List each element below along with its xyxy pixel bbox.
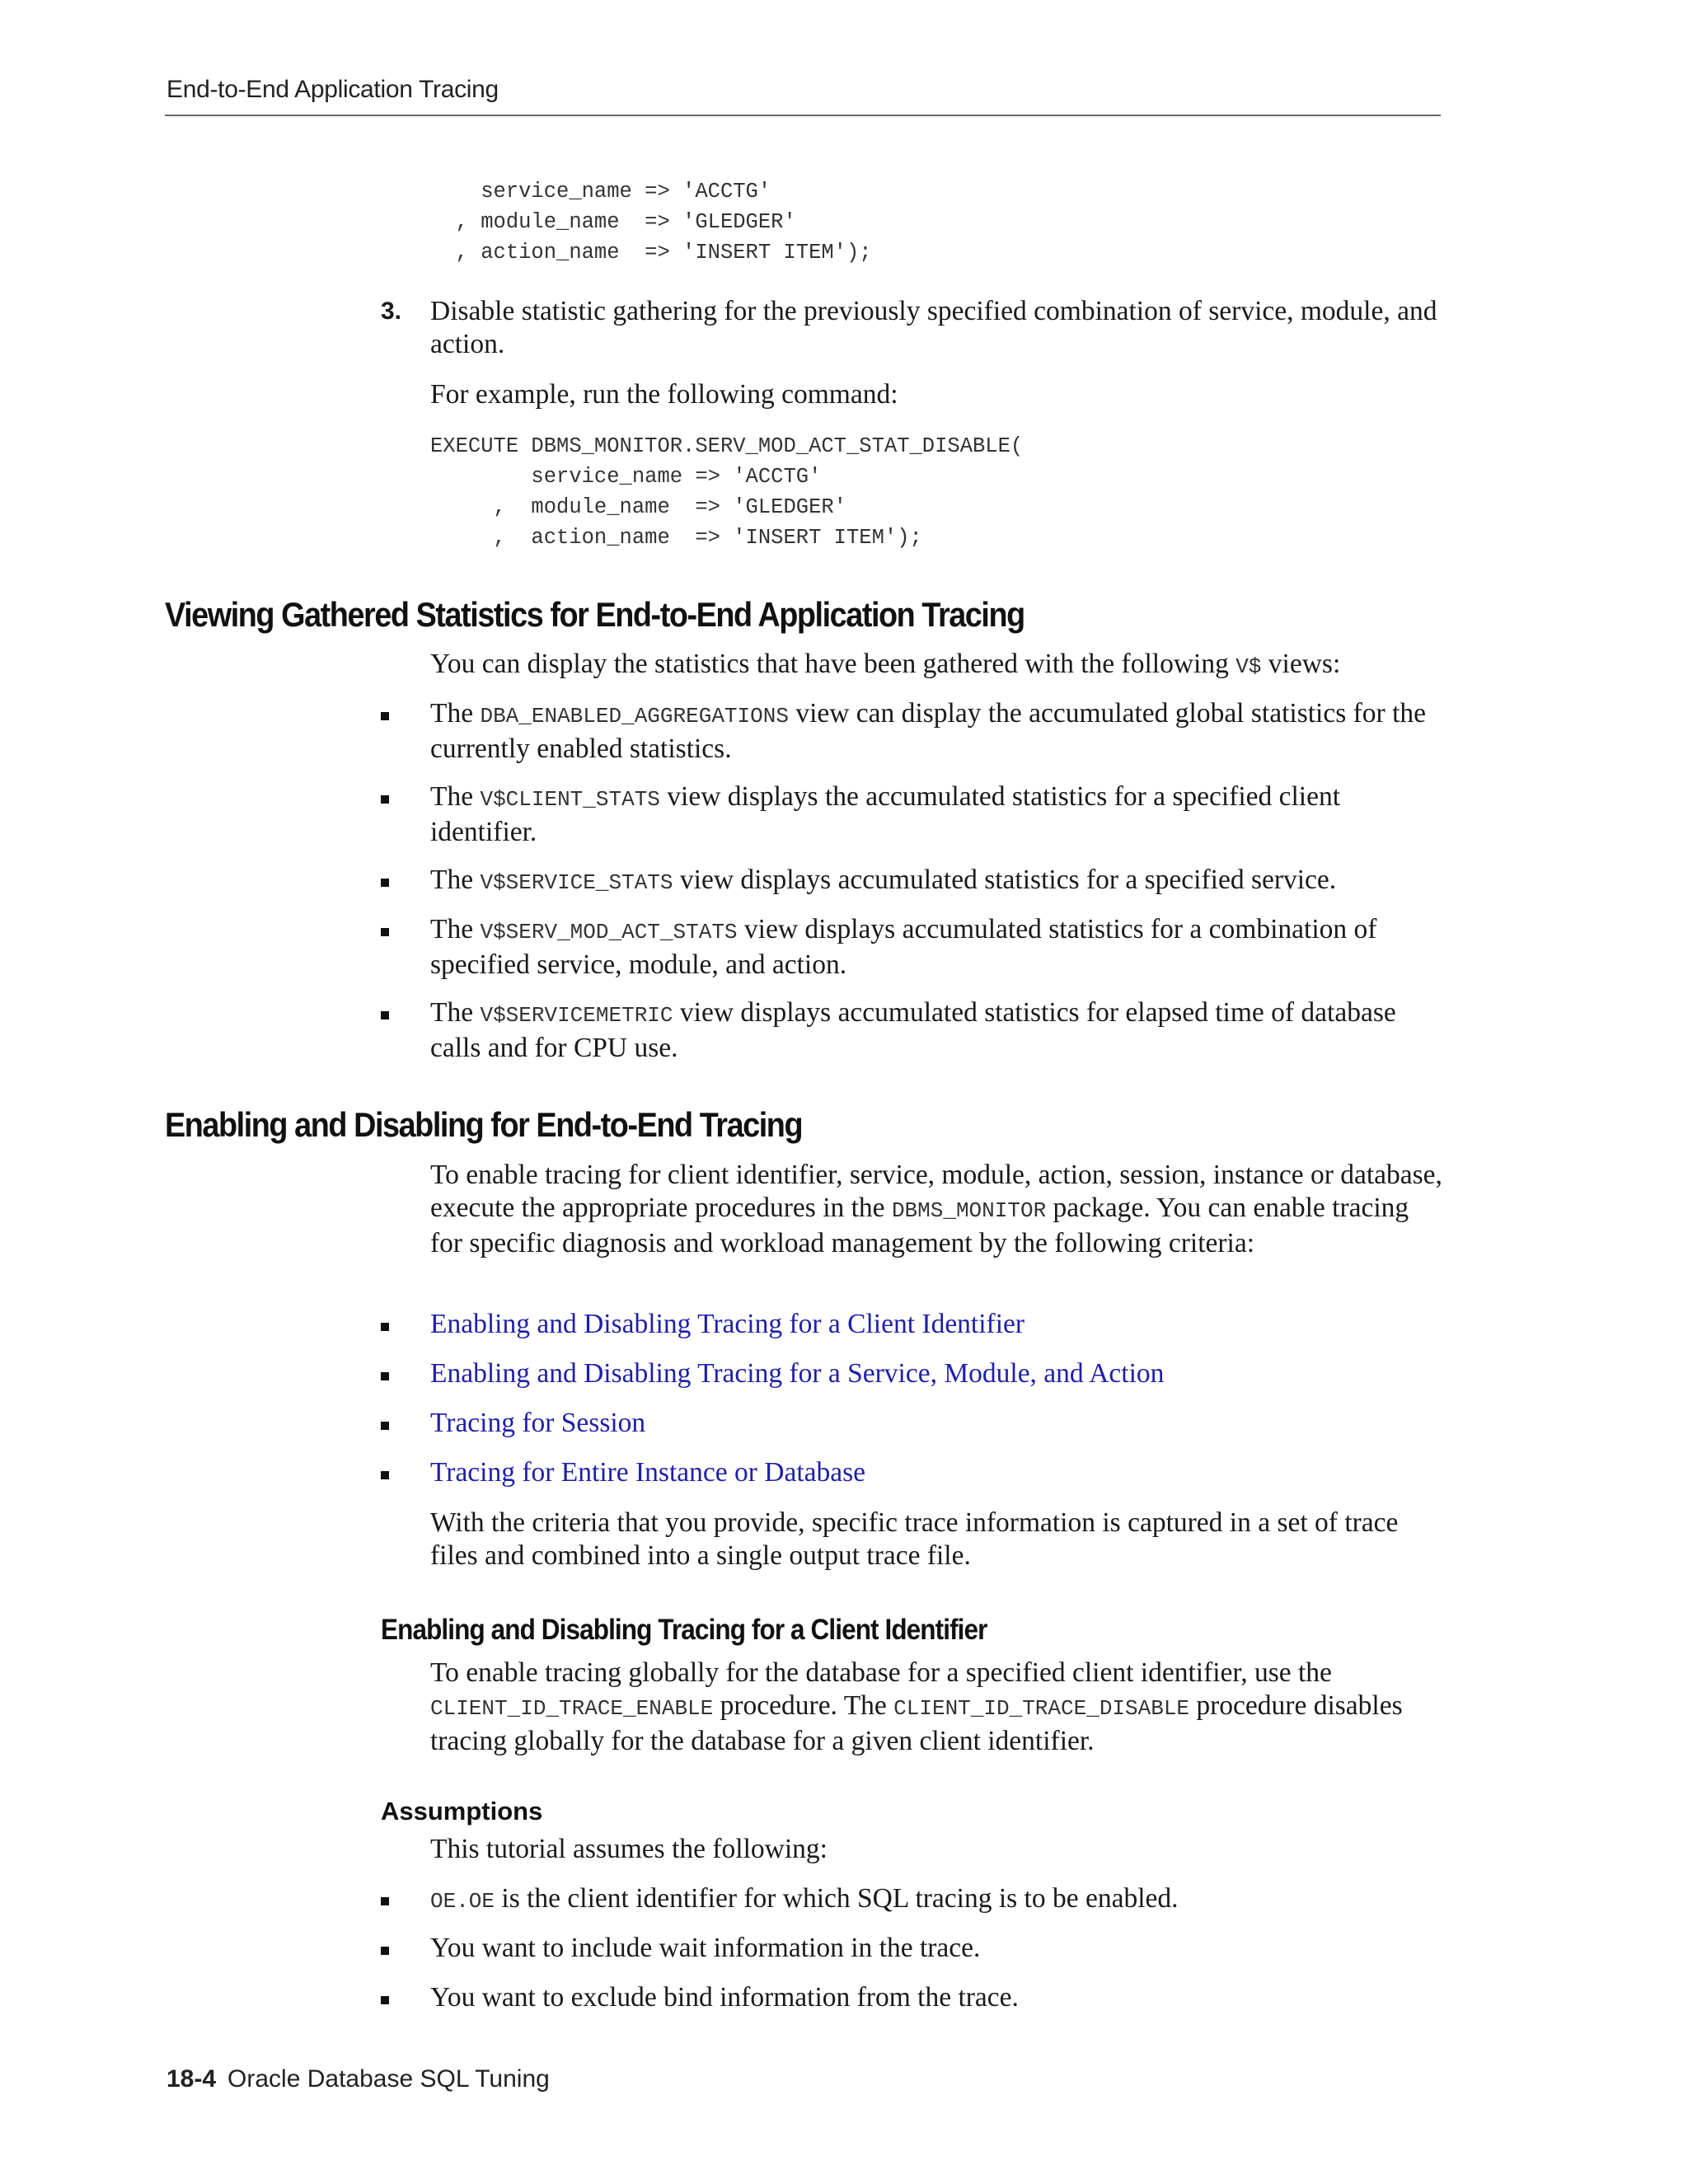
bullet-icon [381, 928, 389, 936]
bullet-icon [381, 879, 389, 887]
link-client-identifier[interactable]: Enabling and Disabling Tracing for a Client Identifier [430, 1309, 1025, 1339]
running-header: End-to-End Application Tracing [166, 76, 499, 103]
code-block-disable [430, 431, 1023, 553]
code-line: service_name => 'ACCTG' [430, 465, 822, 489]
list-item [430, 1308, 1444, 1341]
viewing-intro: You can display the statistics that have been gathered with the following V$ views: [430, 649, 1341, 679]
code-line: service_name => 'ACCTG' [430, 180, 771, 204]
list-item: You want to exclude bind information from the trace. [430, 1982, 1019, 2013]
list-item [430, 1407, 1444, 1440]
enabling-closing: With the criteria that you provide, specific trace information is captured in a set of trace files and combined into a single output trace file. [430, 1507, 1399, 1571]
code-block-top [430, 176, 872, 268]
assumptions-intro: This tutorial assumes the following: [430, 1834, 828, 1864]
step-text: Disable statistic gathering for the previously specified combination of service, module, and action. [430, 296, 1437, 359]
bullet-icon [381, 1011, 389, 1019]
bullet-icon [381, 1471, 389, 1479]
bullet-icon [381, 1372, 389, 1380]
list-item [430, 1456, 1444, 1489]
list-item: The V$SERVICEMETRIC view displays accumulated statistics for elapsed time of database calls and for CPU use. [430, 997, 1396, 1063]
page-footer [166, 2065, 550, 2093]
step-number: 3. [381, 298, 402, 325]
enabling-intro: To enable tracing for client identifier, service, module, action, session, instance or database, execute the appropriate procedures in the DBMS_MONITOR package. You can enable tracing for specific diagnosis and workload management by the following criteria: [430, 1160, 1442, 1258]
bullet-icon [381, 1323, 389, 1331]
list-item: OE.OE is the client identifier for which SQL tracing is to be enabled. [430, 1883, 1179, 1914]
link-tracing-session[interactable]: Tracing for Session [430, 1408, 646, 1438]
list-item: You want to include wait information in the trace. [430, 1933, 981, 1963]
page-number: 18-4 [166, 2065, 217, 2093]
section-heading-enabling: Enabling and Disabling for End-to-End Tracing [165, 1105, 803, 1144]
bullet-icon [381, 1947, 389, 1955]
list-item: The V$SERV_MOD_ACT_STATS view displays accumulated statistics for a combination of specified service, module, and action. [430, 914, 1377, 980]
assumptions-heading: Assumptions [381, 1797, 543, 1825]
bullet-icon [381, 1897, 389, 1905]
header-rule [165, 115, 1441, 116]
bullet-icon [381, 795, 389, 804]
bullet-icon [381, 1996, 389, 2004]
client-paragraph: To enable tracing globally for the database for a specified client identifier, use the CLIENT_ID_TRACE_ENABLE procedure. The CLIENT_ID_TRACE_DISABLE procedure disables tracing globally for the database for a given client identifier. [430, 1657, 1403, 1756]
list-item: The V$SERVICE_STATS view displays accumulated statistics for a specified service. [430, 865, 1337, 895]
list-item: The V$CLIENT_STATS view displays the accumulated statistics for a specified client identifier. [430, 781, 1341, 847]
code-line: , module_name => 'GLEDGER' [430, 210, 796, 234]
code-line: , action_name => 'INSERT ITEM'); [430, 241, 872, 265]
section-heading-viewing: Viewing Gathered Statistics for End-to-End Application Tracing [165, 595, 1025, 634]
code-line: , module_name => 'GLEDGER' [430, 495, 846, 519]
code-line: , action_name => 'INSERT ITEM'); [430, 526, 922, 550]
bullet-icon [381, 712, 389, 720]
book-title: Oracle Database SQL Tuning [227, 2065, 550, 2093]
bullet-icon [381, 1422, 389, 1430]
list-item [430, 1357, 1444, 1390]
code-line: EXECUTE DBMS_MONITOR.SERV_MOD_ACT_STAT_DISABLE( [430, 434, 1024, 458]
link-instance-database[interactable]: Tracing for Entire Instance or Database [430, 1457, 866, 1488]
step-example-text: For example, run the following command: [430, 379, 898, 410]
subsection-heading-client: Enabling and Disabling Tracing for a Client Identifier [381, 1614, 987, 1646]
list-item: The DBA_ENABLED_AGGREGATIONS view can display the accumulated global statistics for the currently enabled statistics. [430, 698, 1426, 764]
link-service-module-action[interactable]: Enabling and Disabling Tracing for a Service, Module, and Action [430, 1358, 1165, 1389]
